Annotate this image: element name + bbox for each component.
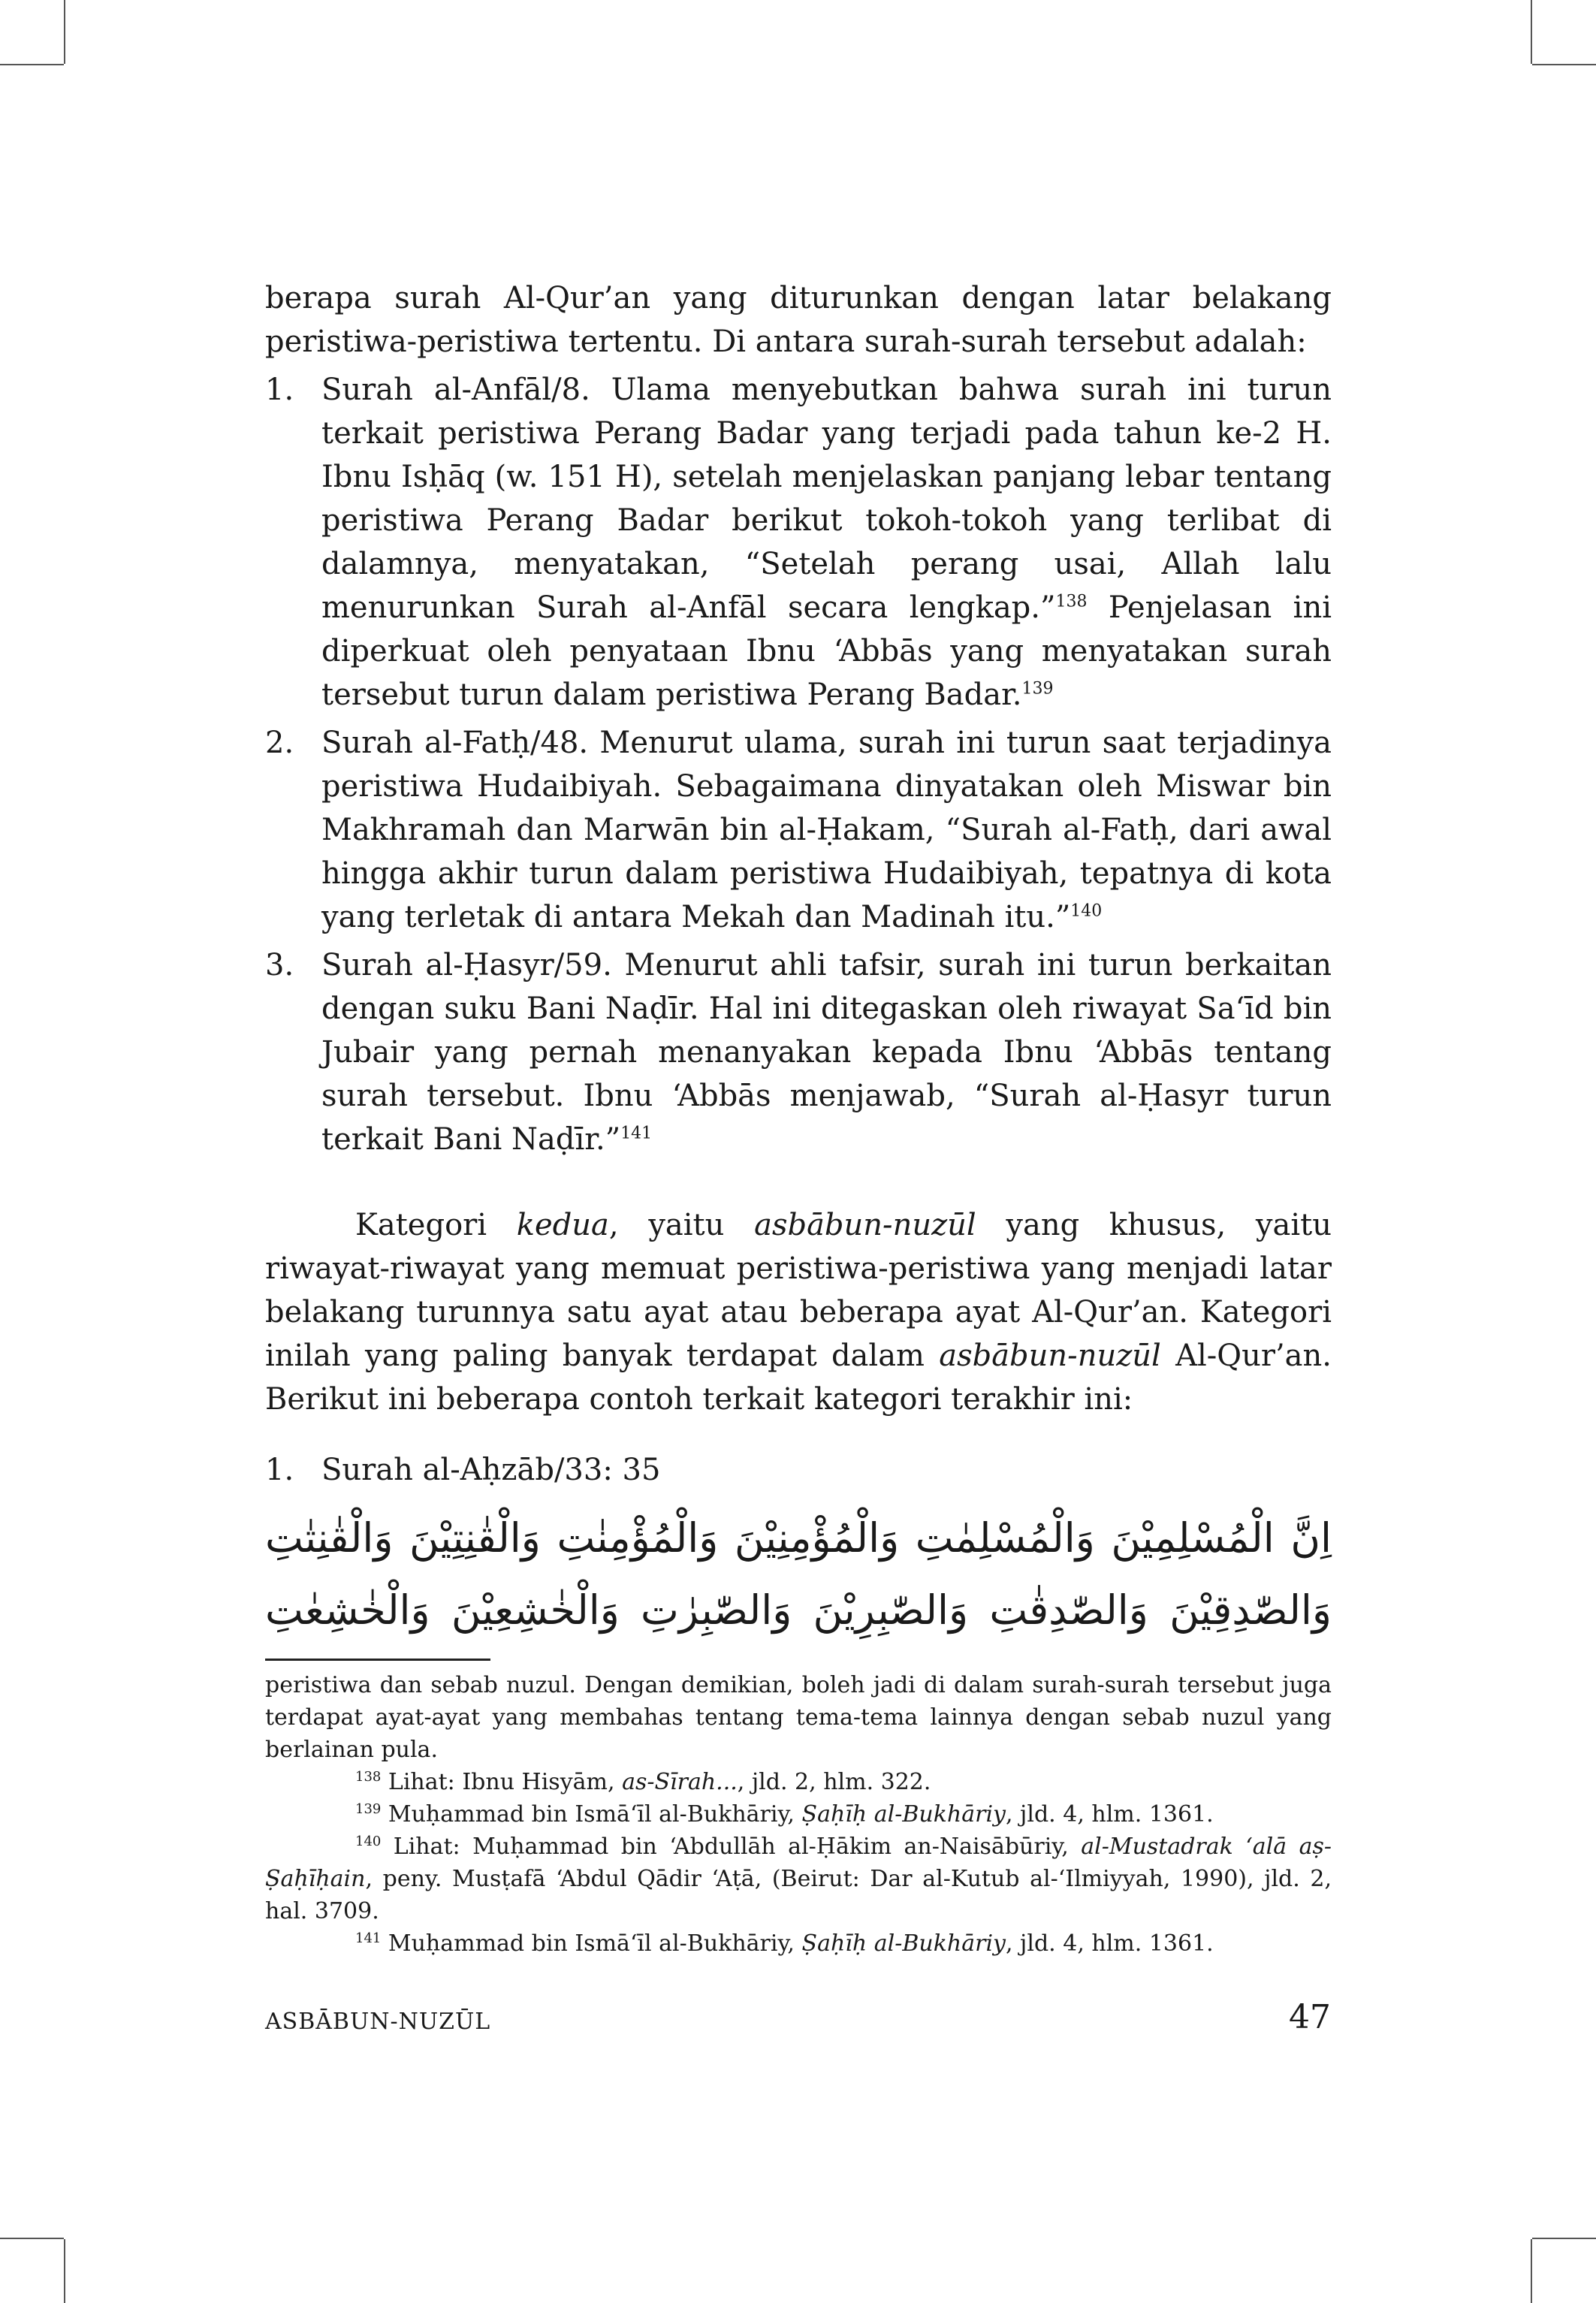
italic-term: asbābun-nuzūl	[939, 1339, 1161, 1373]
text-run: Lihat: Muḥammad bin ‘Abdullāh al-Ḥākim an-Naisābūriy,	[381, 1834, 1082, 1860]
footnote-number: 140	[355, 1834, 382, 1849]
text-run: , jld. 4, hlm. 1361.	[1005, 1930, 1214, 1957]
list-text: Penjelasan ini diperkuat oleh penyataan Ibnu ‘Abbās yang menyatakan surah tersebut turun dalam peristiwa Perang Badar.	[321, 590, 1332, 712]
list-number: 3.	[265, 948, 294, 982]
crop-mark	[0, 64, 64, 65]
italic-term: asbābun-nuzūl	[754, 1208, 976, 1242]
crop-mark	[1532, 2238, 1596, 2239]
text-run: Muḥammad bin Ismā‘īl al-Bukhāriy,	[381, 1930, 802, 1957]
text-run: , jld. 4, hlm. 1361.	[1005, 1801, 1214, 1828]
footnote-ref[interactable]: 140	[1070, 901, 1103, 921]
intro-paragraph: berapa surah Al-Qur’an yang diturunkan dengan latar belakang peristiwa-peristiwa tertentu. Di antara surah-surah tersebut adalah:	[265, 281, 1332, 359]
text-run: yang khusus, yaitu riwayat-riwayat yang memuat peristiwa-peristiwa yang menjadi latar belakang turunnya satu ayat atau beberapa ayat Al-Qur’an. Kategori inilah yang paling banyak terdapat dalam	[265, 1208, 1332, 1373]
footnote-ref[interactable]: 139	[1021, 679, 1054, 699]
italic-term: kedua	[516, 1208, 609, 1242]
footnotes	[265, 1669, 1332, 1960]
running-title: ASBĀBUN-NUZŪL	[265, 2009, 491, 2035]
footnote-ref[interactable]: 138	[1055, 592, 1088, 611]
example-item	[265, 1448, 1332, 1492]
text-run: Muḥammad bin Ismā‘īl al-Bukhāriy,	[381, 1801, 802, 1828]
crop-mark	[64, 2239, 65, 2303]
footnote-continuation: peristiwa dan sebab nuzul. Dengan demikian, boleh jadi di dalam surah-surah tersebut juga terdapat ayat-ayat yang membahas tentang tema-tema lainnya dengan sebab nuzul yang berlainan pula.	[265, 1672, 1332, 1763]
crop-mark	[64, 0, 65, 64]
text-run: Lihat: Ibnu Hisyām,	[381, 1769, 623, 1795]
category-paragraph	[265, 1203, 1332, 1421]
italic-title: Ṣaḥīḥ al-Bukhāriy	[801, 1930, 1006, 1957]
list-item	[265, 368, 1332, 717]
crop-mark	[1531, 0, 1532, 64]
page-body	[265, 276, 1332, 1647]
crop-mark	[1531, 2239, 1532, 2303]
surah-list	[265, 368, 1332, 1161]
footnote-number: 138	[355, 1769, 382, 1785]
list-text: Surah al-Ḥasyr/59. Menurut ahli tafsir, surah ini turun berkaitan dengan suku Bani Naḍīr. Hal ini ditegaskan oleh riwayat Sa‘īd bin Jubair yang pernah menanyakan kepada Ibnu ‘Abbās tentang surah tersebut. Ibnu ‘Abbās menjawab, “Surah al-Ḥasyr turun terkait Bani Naḍīr.”	[321, 948, 1332, 1157]
footnote-divider	[265, 1659, 490, 1661]
text-run: , peny. Musṭafā ‘Abdul Qādir ‘Aṭā, (Beirut: Dar al-Kutub al-‘Ilmiyyah, 1990), jld. 2, hal. 3709.	[265, 1866, 1332, 1924]
text-run: Al-Qur’an. Berikut ini beberapa contoh terkait kategori terakhir ini:	[265, 1339, 1332, 1417]
text-run: , jld. 2, hlm. 322.	[737, 1769, 931, 1795]
text-run: Kategori	[355, 1208, 517, 1242]
list-text: Surah al-Fatḥ/48. Menurut ulama, surah ini turun saat terjadinya peristiwa Hudaibiyah. Sebagaimana dinyatakan oleh Miswar bin Makhramah dan Marwān bin al-Ḥakam, “Surah al-Fatḥ, dari awal hingga akhir turun dalam peristiwa Hudaibiyah, tepatnya di kota yang terletak di antara Mekah dan Madinah itu.”	[321, 726, 1332, 934]
italic-title: al-Mustadrak ‘alā aṣ-Ṣaḥīḥain	[265, 1834, 1332, 1892]
footnote-141	[265, 1927, 1332, 1960]
footnote-number: 139	[355, 1801, 382, 1817]
list-number: 1.	[265, 373, 294, 407]
page-number: 47	[1289, 1998, 1331, 2036]
italic-title: Ṣaḥīḥ al-Bukhāriy	[801, 1801, 1006, 1828]
list-text: Surah al-Anfāl/8. Ulama menyebutkan bahwa surah ini turun terkait peristiwa Perang Badar yang terjadi pada tahun ke-2 H. Ibnu Isḥāq (w. 151 H), setelah menjelaskan panjang lebar tentang peristiwa Perang Badar berikut tokoh-tokoh yang terlibat di dalamnya, menyatakan, “Setelah perang usai, Allah lalu menurunkan Surah al-Anfāl secara lengkap.”	[321, 373, 1332, 625]
footnote-number: 141	[355, 1930, 382, 1946]
example-title: Surah al-Aḥzāb/33: 35	[321, 1453, 661, 1487]
list-number: 2.	[265, 726, 294, 760]
crop-mark	[0, 2238, 64, 2239]
list-item	[265, 721, 1332, 939]
footnote-138	[265, 1766, 1332, 1798]
arabic-verse	[265, 1502, 1332, 1647]
footnote-ref[interactable]: 141	[620, 1124, 653, 1143]
text-run: , yaitu	[608, 1208, 755, 1242]
footnote-140	[265, 1831, 1332, 1927]
list-number: 1.	[265, 1453, 294, 1487]
list-item	[265, 943, 1332, 1161]
arabic-line: اِنَّ الْمُسْلِمِيْنَ وَالْمُسْلِمٰتِ وَالْمُؤْمِنِيْنَ وَالْمُؤْمِنٰتِ وَالْقٰنِتِيْنَ وَالْقٰنِتٰتِ	[265, 1514, 1332, 1562]
crop-mark	[1532, 64, 1596, 65]
arabic-line: وَالصّٰدِقِيْنَ وَالصّٰدِقٰتِ وَالصّٰبِرِيْنَ وَالصّٰبِرٰتِ وَالْخٰشِعِيْنَ وَالْخٰشِعٰتِ	[265, 1586, 1332, 1634]
footnote-139	[265, 1798, 1332, 1831]
italic-title: as-Sīrah...	[622, 1769, 738, 1795]
